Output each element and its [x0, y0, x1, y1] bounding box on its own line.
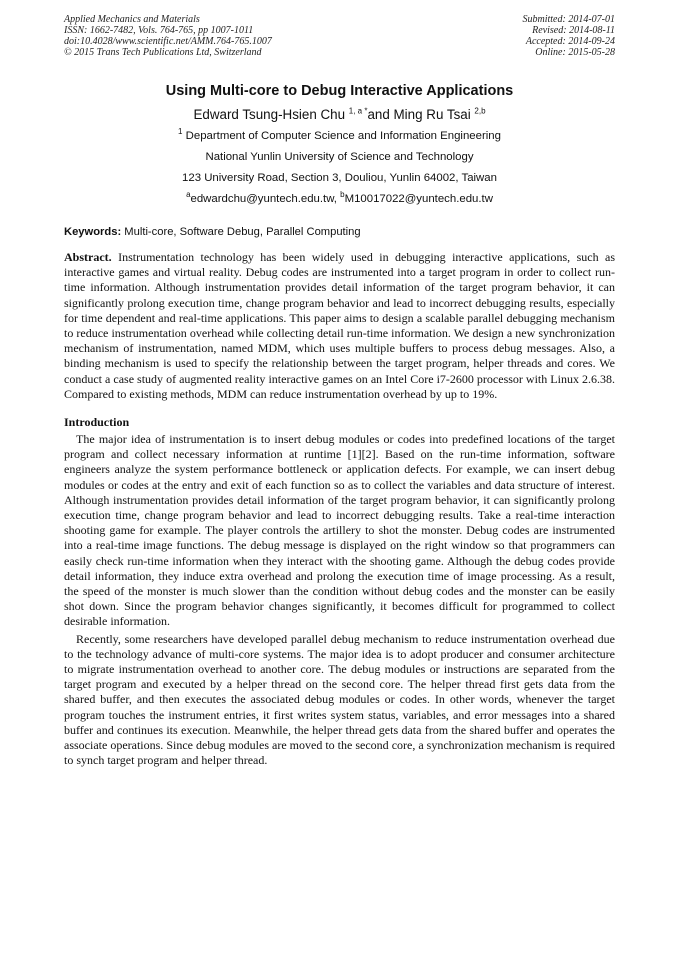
section-heading-introduction: Introduction	[64, 415, 130, 430]
author-2-affil: 2,b	[474, 106, 486, 116]
email-b-sup: b	[340, 190, 345, 200]
journal-doi: doi:10.4028/www.scientific.net/AMM.764-765.1007	[64, 36, 272, 47]
date-revised: Revised: 2014-08-11	[532, 25, 615, 36]
author-1-affil: 1, a *	[348, 106, 368, 116]
date-submitted: Submitted: 2014-07-01	[522, 14, 615, 25]
email-a-sup: a	[186, 190, 191, 200]
abstract-text: Instrumentation technology has been widely used in debugging interactive applications, such as interactive games and virtual reality. Debug codes are instrumented into a target program in order to collect run-time information. Although instrumentation provides detail information of the target program behavior, it can significantly prolong execution time, change program behavior and lead to incorrect debugging results, especially for time dependent and real-time applications. This paper aims to design a scalable parallel debugging mechanism to reduce instrumentation overhead while collecting detail run-time information. We design a new synchronization mechanism of instrumentation, named MDM, which uses multiple buffers to process debug messages. Also, a binding mechanism is used to specify the relationship between the target program, helper threads and cores. We conduct a case study of augmented reality interactive games on an Intel Core i7-2600 processor with Linux 2.6.38. Compared to existing methods, MDM can reduce instrumentation overhead by up to 19%.	[64, 250, 615, 401]
paper-title: Using Multi-core to Debug Interactive Applications	[165, 83, 514, 99]
keywords-text: Multi-core, Software Debug, Parallel Computing	[121, 226, 361, 238]
date-accepted: Accepted: 2014-09-24	[525, 36, 615, 47]
intro-paragraph-1: The major idea of instrumentation is to insert debug modules or codes into predefined locations of the target program and collect necessary information at runtime [1][2]. Based on the run-time information, software engineers analyze the system performance bottleneck or application defects. For example, we can insert debug modules or codes at the entry and exit of each function so as to collect the variables and data structure of interest. Although instrumentation provides detail information of the target program behavior, it can significantly prolong execution time, change program behavior and lead to incorrect debugging results. Take a real-time interaction shooting game for example. The player controls the artillery to shot the monster. Debug codes are instrumented into a real-time image functions. The debug message is displayed on the right window so that programmers can easily check run-time information when they interact with the shooting game. Although the debug codes provide detail information, they induce extra overhead and prolong the execution time of image processing. As a result, the speed of the monster is much slower than the condition without debug codes and the monster can be easily shot down. Since the program behavior changes significantly, it becomes difficult for programmed to collect desirable information.	[64, 432, 615, 629]
email-b: M10017022@yuntech.edu.tw	[344, 193, 493, 205]
abstract	[64, 250, 615, 402]
dept-name: Department of Computer Science and Information Engineering	[182, 130, 501, 142]
keywords-label: Keywords:	[64, 226, 122, 238]
dept-sup: 1	[178, 127, 183, 137]
paper-page	[64, 14, 615, 769]
date-online: Online: 2015-05-28	[535, 47, 615, 58]
affiliation-dept	[64, 126, 615, 147]
header-right	[523, 14, 616, 58]
affiliation-university: National Yunlin University of Science and Technology	[205, 151, 474, 163]
affiliation-emails	[64, 189, 615, 210]
affiliation-address: 123 University Road, Section 3, Douliou, Yunlin 64002, Taiwan	[182, 172, 497, 184]
author-line	[64, 106, 615, 124]
email-a: edwardchu@yuntech.edu.tw,	[190, 193, 341, 205]
journal-header	[64, 14, 615, 58]
journal-name: Applied Mechanics and Materials	[64, 14, 200, 25]
intro-paragraph-2: Recently, some researchers have developed parallel debug mechanism to reduce instrumentation overhead due to the technology advance of multi-core systems. The major idea is to adopt producer and consumer architecture to migrate instrumentation overhead to another core. The debug modules or instructions are separated from the target program and executed by a helper thread on the second core. The helper thread first gets data from the shared buffer, and then executes the associated debug modules or codes. In other words, whenever the target program touches the instrument entries, it first writes system status, variables, and error messages into a shared buffer and continues its execution. Meanwhile, the helper thread gets data from the shared buffer and operates the associate operations. Since debug modules are moved to the second core, a synchronization mechanism is required to synch target program and helper thread.	[64, 631, 615, 768]
author-1: Edward Tsung-Hsien Chu	[193, 107, 349, 122]
affiliation-block	[64, 126, 615, 210]
journal-issn: ISSN: 1662-7482, Vols. 764-765, pp 1007-1011	[64, 25, 254, 36]
header-left	[64, 14, 272, 58]
keywords-line	[64, 225, 615, 239]
abstract-label: Abstract.	[64, 250, 112, 264]
author-connector: and Ming Ru Tsai	[367, 107, 475, 122]
journal-copyright: © 2015 Trans Tech Publications Ltd, Switzerland	[64, 47, 262, 58]
